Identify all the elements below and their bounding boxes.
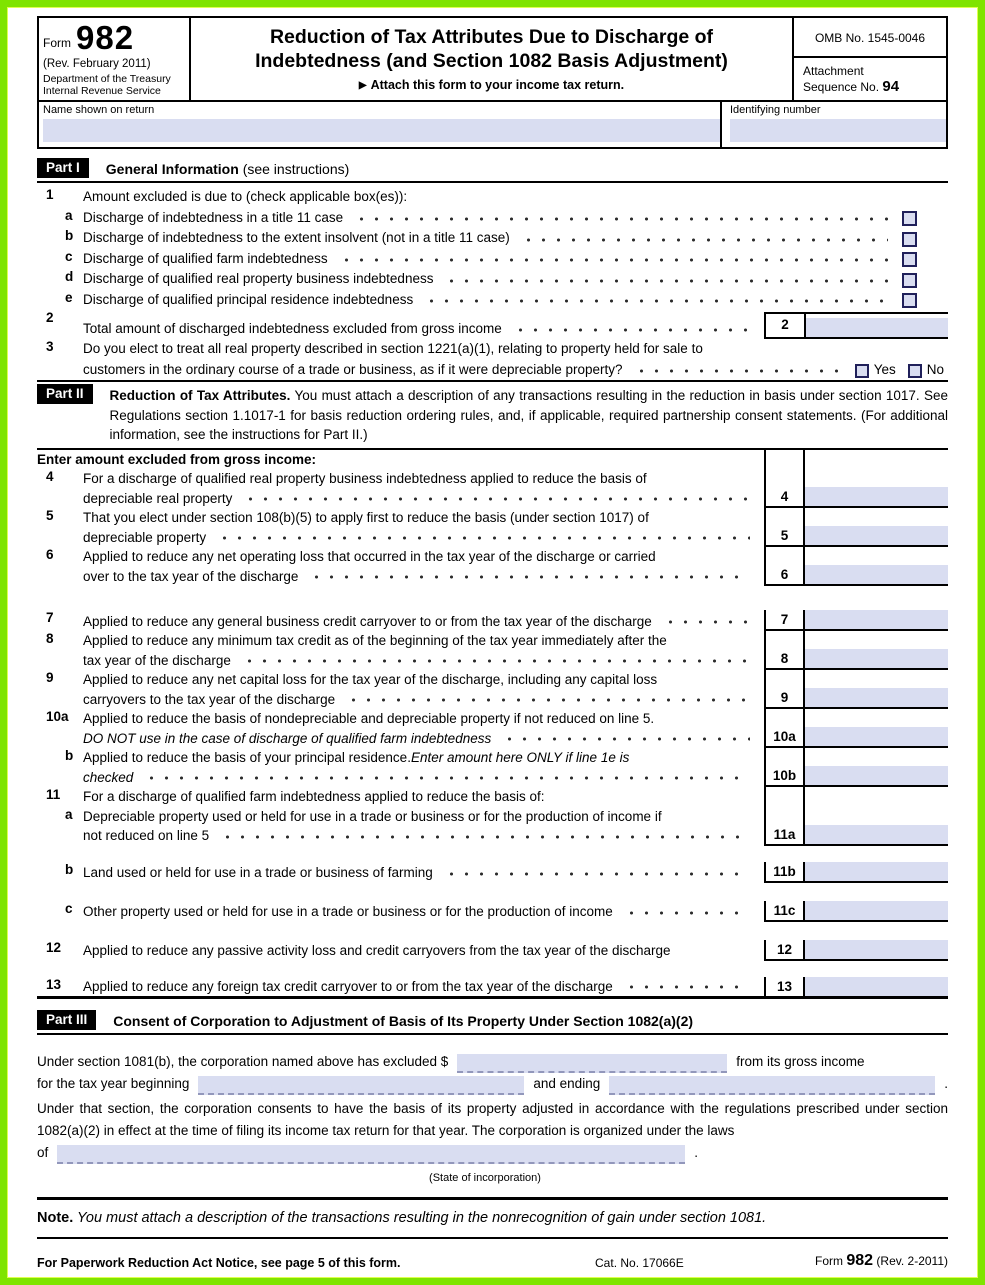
line-text-block bbox=[83, 208, 948, 229]
line-text-block bbox=[37, 450, 764, 470]
yes-label: Yes bbox=[873, 361, 896, 377]
part3-badge: Part III bbox=[37, 1010, 96, 1030]
line-number: 10a bbox=[46, 709, 69, 724]
form-line-1a bbox=[37, 208, 948, 229]
amount-field-cell bbox=[805, 469, 948, 506]
form-title bbox=[199, 25, 784, 73]
no-label: No bbox=[926, 361, 944, 377]
form-line-11a bbox=[37, 807, 948, 846]
form-line-4 bbox=[37, 469, 948, 508]
line-number-box: 8 bbox=[766, 631, 805, 668]
line-text-block bbox=[83, 290, 948, 311]
text-line bbox=[83, 187, 948, 208]
text-line bbox=[83, 670, 758, 690]
line-text-block bbox=[83, 547, 764, 586]
right-arrow-icon: ▶ bbox=[358, 80, 367, 91]
form-header bbox=[37, 16, 948, 149]
line-text-block bbox=[83, 508, 764, 547]
line-number: a bbox=[65, 806, 73, 822]
amount-cell bbox=[764, 940, 948, 961]
line-text: Other property used or held for use in a trade or business or for the production of income bbox=[83, 904, 613, 919]
line-text: depreciable real property bbox=[83, 490, 233, 506]
amount-field-10a[interactable] bbox=[805, 727, 948, 746]
line-text: Applied to reduce any general business credit carryover to or from the tax year of the discharge bbox=[83, 613, 652, 629]
treasury-label bbox=[43, 73, 185, 97]
part3-title: Consent of Corporation to Adjustment of Basis of Its Property Under Section 1082(a)(2) bbox=[113, 1013, 694, 1029]
dot-leader bbox=[444, 275, 888, 287]
text-line bbox=[37, 450, 758, 470]
amount-field-cell bbox=[805, 547, 948, 584]
tax-year-ending-field[interactable] bbox=[609, 1076, 935, 1095]
line-number-box bbox=[766, 787, 805, 807]
dot-leader bbox=[424, 295, 888, 307]
line-text-block bbox=[83, 269, 948, 290]
form-line-1d bbox=[37, 269, 948, 290]
amount-field-6[interactable] bbox=[805, 565, 948, 584]
amount-field-cell bbox=[805, 748, 948, 785]
form-line-11 bbox=[37, 787, 948, 807]
text-line bbox=[83, 208, 948, 229]
dot-leader bbox=[339, 254, 888, 266]
amount-field-2[interactable] bbox=[806, 318, 948, 337]
text-line bbox=[83, 651, 758, 671]
amount-cell bbox=[764, 748, 948, 787]
part3-line2 bbox=[37, 1073, 948, 1095]
part3-line2-period: . bbox=[944, 1076, 949, 1091]
line-text-block bbox=[83, 862, 764, 883]
part3-line1-post: from its gross income bbox=[736, 1054, 865, 1069]
note-block bbox=[37, 1197, 948, 1239]
text-line bbox=[83, 528, 758, 548]
line-number-box bbox=[766, 450, 805, 470]
line-text: Total amount of discharged indebtedness excluded from gross income bbox=[83, 320, 502, 336]
note-label: Note. bbox=[37, 1210, 74, 1226]
line-text-block bbox=[83, 228, 948, 249]
line-number-box: 5 bbox=[766, 508, 805, 545]
line-number-box: 11a bbox=[766, 807, 805, 844]
line-text: Applied to reduce any net capital loss for the tax year of the discharge, including any capital loss bbox=[83, 672, 658, 687]
form-line-6 bbox=[37, 547, 948, 586]
text-line bbox=[83, 249, 948, 270]
line-text: Applied to reduce any passive activity loss and credit carryovers from the tax year of the discharge bbox=[83, 943, 671, 958]
dot-leader bbox=[502, 733, 750, 745]
amount-field-10b[interactable] bbox=[805, 766, 948, 785]
amount-field-12[interactable] bbox=[805, 940, 948, 959]
dot-leader bbox=[624, 907, 750, 919]
omb-number: OMB No. 1545-0046 bbox=[794, 18, 946, 58]
dot-leader bbox=[346, 694, 750, 706]
form-line-5 bbox=[37, 508, 948, 547]
amount-field-cell bbox=[805, 807, 948, 844]
line-number-box: 10a bbox=[766, 709, 805, 746]
form-word: Form bbox=[43, 36, 71, 50]
line-text: checked bbox=[83, 769, 134, 785]
form-number-line bbox=[43, 19, 185, 56]
line-text: Land used or held for use in a trade or business of farming bbox=[83, 865, 433, 880]
line-text: Amount excluded is due to (check applicable box(es)): bbox=[83, 189, 408, 204]
line-number: 8 bbox=[46, 631, 54, 646]
line-text-block bbox=[83, 339, 948, 380]
part3-line1 bbox=[37, 1051, 948, 1073]
line-text-block bbox=[83, 977, 764, 997]
line-text: not reduced on line 5 bbox=[83, 828, 210, 843]
part3-consent-paragraph: Under that section, the corporation consents to have the basis of its property adjusted in accordance with the regulations prescribed under section 1082(a)(2) in effect at the time of filing its income tax return for that year. The corporation is organized under the laws bbox=[37, 1101, 948, 1138]
line-text: Applied to reduce any minimum tax credit as of the beginning of the tax year immediately after the bbox=[83, 633, 667, 648]
name-row bbox=[39, 102, 946, 147]
checkbox-1d[interactable] bbox=[902, 273, 917, 288]
form-line-1c bbox=[37, 249, 948, 270]
dot-leader bbox=[634, 365, 839, 377]
footer-form-number: 982 bbox=[846, 1252, 874, 1269]
line-text-block bbox=[83, 901, 764, 922]
part3-header bbox=[37, 1008, 948, 1035]
name-label: Name shown on return bbox=[43, 104, 155, 116]
attach-instruction bbox=[199, 78, 784, 94]
part2-title: Reduction of Tax Attributes. bbox=[109, 388, 291, 403]
line-text: Applied to reduce any net operating loss that occurred in the tax year of the discharge or carried bbox=[83, 549, 656, 564]
part1-title-text: General Information bbox=[105, 161, 239, 177]
line-text: tax year of the discharge bbox=[83, 652, 231, 668]
text-line bbox=[83, 807, 758, 827]
amount-cell bbox=[764, 787, 948, 807]
line-number-box: 10b bbox=[766, 748, 805, 785]
part2-description bbox=[110, 384, 948, 445]
line-number: b bbox=[65, 861, 74, 877]
text-line bbox=[83, 902, 758, 922]
amount-field-cell bbox=[805, 787, 948, 807]
part2-badge: Part II bbox=[37, 384, 93, 404]
amount-field-cell bbox=[805, 901, 948, 920]
text-line bbox=[83, 469, 758, 489]
header-left-cell bbox=[39, 18, 191, 100]
header-grid bbox=[39, 18, 946, 102]
dot-leader bbox=[217, 532, 750, 544]
part3-line1-pre: Under section 1081(b), the corporation named above has excluded $ bbox=[37, 1054, 449, 1069]
line-text: customers in the ordinary course of a trade or business, as if it were depreciable property? bbox=[83, 361, 623, 377]
header-right-cell bbox=[794, 18, 946, 100]
line-number: e bbox=[65, 289, 73, 305]
line-number: 1 bbox=[46, 187, 54, 202]
line-number-box: 11b bbox=[766, 862, 805, 881]
amount-field-11b[interactable] bbox=[805, 862, 948, 881]
amount-cell bbox=[764, 901, 948, 922]
line-text: For a discharge of qualified farm indebtedness applied to reduce the basis of: bbox=[83, 789, 545, 804]
text-line bbox=[83, 290, 948, 311]
line-number: d bbox=[65, 269, 74, 284]
dept-line2: Internal Revenue Service bbox=[43, 85, 161, 97]
amount-cell bbox=[764, 977, 948, 997]
line-text-block bbox=[83, 807, 764, 846]
line-number: c bbox=[65, 248, 73, 264]
line-text: Discharge of qualified principal residence indebtedness bbox=[83, 291, 414, 307]
text-line bbox=[83, 690, 758, 710]
amount-field-8[interactable] bbox=[805, 649, 948, 668]
text-line bbox=[83, 826, 758, 846]
tax-year-beginning-field[interactable] bbox=[198, 1076, 524, 1095]
text-line bbox=[83, 567, 758, 587]
header-title-cell bbox=[191, 18, 794, 100]
amount-field-11c[interactable] bbox=[805, 901, 948, 920]
form-line-10a bbox=[37, 709, 948, 748]
part3-line2-pre: for the tax year beginning bbox=[37, 1076, 190, 1091]
state-of-incorporation-caption: (State of incorporation) bbox=[429, 1172, 541, 1184]
line-number-box: 9 bbox=[766, 670, 805, 707]
line-number: b bbox=[65, 748, 74, 763]
form-line-11b bbox=[37, 846, 948, 883]
text-line bbox=[83, 547, 758, 567]
line-text-block bbox=[83, 310, 948, 339]
sequence-number: 94 bbox=[882, 78, 900, 95]
line-text: Applied to reduce the basis of nondepreciable and depreciable property if not reduced on line 5. bbox=[83, 711, 655, 726]
line-text-block bbox=[83, 787, 764, 807]
line-number: b bbox=[65, 228, 74, 243]
line-number-box: 2 bbox=[766, 314, 806, 337]
text-line bbox=[83, 508, 758, 528]
part3-line2-mid: and ending bbox=[533, 1076, 601, 1091]
footer-form-id bbox=[815, 1252, 948, 1270]
text-line bbox=[83, 360, 948, 381]
form-line-11c bbox=[37, 883, 948, 922]
name-cell bbox=[39, 102, 722, 147]
amount-field-cell bbox=[805, 940, 948, 959]
part1-badge: Part I bbox=[37, 158, 89, 178]
dot-leader bbox=[521, 234, 888, 246]
line-text-block bbox=[83, 249, 948, 270]
amount-field-cell bbox=[805, 862, 948, 881]
line-text: over to the tax year of the discharge bbox=[83, 568, 299, 584]
form-line-8 bbox=[37, 631, 948, 670]
part3-body bbox=[37, 1051, 948, 1189]
amount-cell bbox=[764, 670, 948, 709]
checkbox-1e[interactable] bbox=[902, 293, 917, 308]
line-number: 12 bbox=[46, 939, 62, 955]
amount-cell bbox=[764, 807, 948, 846]
line-text: That you elect under section 108(b)(5) to apply first to reduce the basis (under section 1017) of bbox=[83, 510, 649, 525]
dot-leader bbox=[354, 213, 888, 225]
line-number: 13 bbox=[46, 976, 62, 992]
line-2-amount-box bbox=[764, 312, 948, 339]
form-line-9 bbox=[37, 670, 948, 709]
line-number: 11 bbox=[46, 787, 61, 802]
line-number: 4 bbox=[46, 469, 54, 484]
amount-cell bbox=[764, 709, 948, 748]
text-line bbox=[83, 612, 758, 632]
form-line-3 bbox=[37, 339, 948, 380]
title-line2: Indebtedness (and Section 1082 Basis Adjustment) bbox=[255, 50, 728, 72]
line-text: Applied to reduce any foreign tax credit carryover to or from the tax year of the discharge bbox=[83, 978, 613, 994]
line-number: 3 bbox=[46, 339, 54, 354]
form-line-1b bbox=[37, 228, 948, 249]
identifying-number-label: Identifying number bbox=[730, 104, 821, 116]
line-text: Enter amount excluded from gross income: bbox=[37, 451, 317, 467]
amount-field-cell bbox=[805, 631, 948, 668]
line-text-block bbox=[83, 631, 764, 670]
amount-cell bbox=[764, 610, 948, 631]
title-line1: Reduction of Tax Attributes Due to Discharge of bbox=[269, 26, 714, 48]
line-text: Discharge of indebtedness in a title 11 case bbox=[83, 209, 344, 225]
amount-field-cell bbox=[805, 508, 948, 545]
part3-of-period: . bbox=[694, 1145, 699, 1160]
form-line-p2-heading bbox=[37, 450, 948, 470]
line-number: 6 bbox=[46, 547, 54, 562]
line-text-block bbox=[83, 187, 948, 208]
line-text: Depreciable property used or held for use in a trade or business or for the production of income if bbox=[83, 808, 662, 824]
text-line bbox=[83, 768, 758, 788]
text-line bbox=[83, 977, 758, 997]
text-line bbox=[83, 863, 758, 883]
amount-cell bbox=[764, 862, 948, 883]
part2-desc-text: You must attach a description of any transactions resulting in the reduction in basis under section 1017. See Regulations section 1.1017-1 for basis reduction ordering rules, and, if applicable, required partnership consent statements. (For additional information, see the instructions for Part II.) bbox=[109, 388, 948, 442]
form-line-10b bbox=[37, 748, 948, 787]
text-line bbox=[83, 310, 948, 339]
form-content bbox=[7, 7, 978, 1278]
dot-leader bbox=[242, 655, 750, 667]
form-line-2 bbox=[37, 310, 948, 339]
amount-field-cell bbox=[805, 977, 948, 997]
line-text: Enter amount here ONLY if line 1e is bbox=[410, 750, 630, 765]
amount-field-13[interactable] bbox=[805, 977, 948, 996]
amount-field-4[interactable] bbox=[805, 487, 948, 506]
attachment-sequence bbox=[794, 58, 946, 99]
amount-cell bbox=[764, 508, 948, 547]
text-line bbox=[83, 631, 758, 651]
text-line bbox=[83, 729, 758, 749]
part1-body bbox=[37, 183, 948, 380]
form-line-7 bbox=[37, 586, 948, 631]
part3-of-label: of bbox=[37, 1145, 49, 1160]
form-line-1e bbox=[37, 290, 948, 311]
amount-field-11a[interactable] bbox=[805, 825, 948, 844]
form-line-13 bbox=[37, 961, 948, 997]
note-text: You must attach a description of the transactions resulting in the nonrecognition of gain under section 1081. bbox=[73, 1210, 767, 1226]
text-line bbox=[83, 748, 758, 768]
part1-header bbox=[37, 156, 948, 183]
line-text: Do you elect to treat all real property described in section 1221(a)(1), relating to property held for sale to bbox=[83, 341, 703, 356]
text-line bbox=[83, 941, 758, 961]
sequence-label: Sequence No. bbox=[803, 80, 880, 94]
footer-form-rev: (Rev. 2-2011) bbox=[876, 1254, 948, 1268]
dept-line1: Department of the Treasury bbox=[43, 73, 171, 85]
line-number-box: 7 bbox=[766, 610, 805, 629]
dot-leader bbox=[243, 493, 750, 505]
text-line bbox=[83, 228, 948, 249]
form-line-12 bbox=[37, 922, 948, 961]
identifying-number-input[interactable] bbox=[730, 119, 946, 142]
amount-field-cell bbox=[805, 450, 948, 470]
part1-title-note: (see instructions) bbox=[242, 161, 350, 177]
dot-leader bbox=[220, 831, 750, 843]
form-line-1 bbox=[37, 187, 948, 208]
amount-cell bbox=[764, 450, 948, 470]
checkbox-1b[interactable] bbox=[902, 232, 917, 247]
line-text: Discharge of qualified farm indebtedness bbox=[83, 250, 328, 266]
text-line bbox=[83, 787, 758, 807]
line-number: 2 bbox=[46, 310, 54, 325]
name-input[interactable] bbox=[43, 119, 720, 142]
line-text-block bbox=[83, 610, 764, 631]
line-number-box: 11c bbox=[766, 901, 805, 920]
amount-field-5[interactable] bbox=[805, 526, 948, 545]
dot-leader bbox=[513, 324, 756, 336]
checkbox-1a[interactable] bbox=[902, 211, 917, 226]
amount-field-cell bbox=[805, 709, 948, 746]
line-text: depreciable property bbox=[83, 529, 207, 545]
line-number: 9 bbox=[46, 670, 54, 685]
line-number: c bbox=[65, 900, 73, 916]
line-number: 5 bbox=[46, 508, 54, 523]
attachment-label: Attachment bbox=[803, 64, 864, 78]
form-footer bbox=[37, 1245, 948, 1270]
line-text-block bbox=[83, 709, 764, 748]
amount-cell bbox=[764, 547, 948, 586]
amount-field-cell bbox=[805, 610, 948, 629]
line-text: Discharge of indebtedness to the extent insolvent (not in a title 11 case) bbox=[83, 230, 510, 245]
state-of-incorporation-field[interactable] bbox=[57, 1145, 685, 1164]
line-number-box: 13 bbox=[766, 977, 805, 997]
amount-field-9[interactable] bbox=[805, 688, 948, 707]
dot-leader bbox=[144, 772, 750, 784]
amount-cell bbox=[764, 631, 948, 670]
dot-leader bbox=[624, 981, 750, 993]
checkbox-1c[interactable] bbox=[902, 252, 917, 267]
part3-state-line bbox=[37, 1142, 948, 1164]
line-number-box: 4 bbox=[766, 469, 805, 506]
form-number: 982 bbox=[76, 19, 135, 56]
text-line bbox=[83, 489, 758, 509]
identifying-number-cell bbox=[722, 102, 946, 147]
part2-body bbox=[37, 450, 948, 1000]
text-line bbox=[83, 269, 948, 290]
line-number: a bbox=[65, 207, 73, 223]
part1-title bbox=[106, 158, 350, 177]
amount-field-7[interactable] bbox=[805, 610, 948, 629]
excluded-amount-field[interactable] bbox=[457, 1054, 727, 1073]
text-line bbox=[83, 339, 948, 360]
line-text-block bbox=[83, 670, 764, 709]
text-line bbox=[83, 709, 758, 729]
line-text: DO NOT use in the case of discharge of qualified farm indebtedness bbox=[83, 730, 492, 746]
line-number-box: 6 bbox=[766, 547, 805, 584]
dot-leader bbox=[444, 868, 750, 880]
amount-cell bbox=[764, 469, 948, 508]
line-text-block bbox=[83, 469, 764, 508]
dot-leader bbox=[663, 616, 750, 628]
amount-field-cell bbox=[805, 670, 948, 707]
line-text: carryovers to the tax year of the discharge bbox=[83, 691, 336, 707]
attach-text: Attach this form to your income tax return. bbox=[370, 78, 625, 92]
dot-leader bbox=[309, 571, 750, 583]
paperwork-notice: For Paperwork Reduction Act Notice, see page 5 of this form. bbox=[37, 1256, 401, 1270]
form-revision: (Rev. February 2011) bbox=[43, 58, 151, 70]
catalog-number: Cat. No. 17066E bbox=[595, 1256, 684, 1270]
line-text: Applied to reduce the basis of your principal residence. bbox=[83, 750, 411, 765]
part2-header bbox=[37, 380, 948, 450]
footer-form-word: Form bbox=[815, 1254, 844, 1268]
checkbox-3-no[interactable] bbox=[908, 364, 922, 378]
line-number-box: 12 bbox=[766, 940, 805, 959]
checkbox-3-yes[interactable] bbox=[855, 364, 869, 378]
line-number: 7 bbox=[46, 610, 54, 625]
line-text: For a discharge of qualified real property business indebtedness applied to reduce the basis of bbox=[83, 471, 647, 486]
line-text-block bbox=[83, 748, 764, 787]
line-text-block bbox=[83, 940, 764, 961]
line-text: Discharge of qualified real property business indebtedness bbox=[83, 271, 434, 286]
